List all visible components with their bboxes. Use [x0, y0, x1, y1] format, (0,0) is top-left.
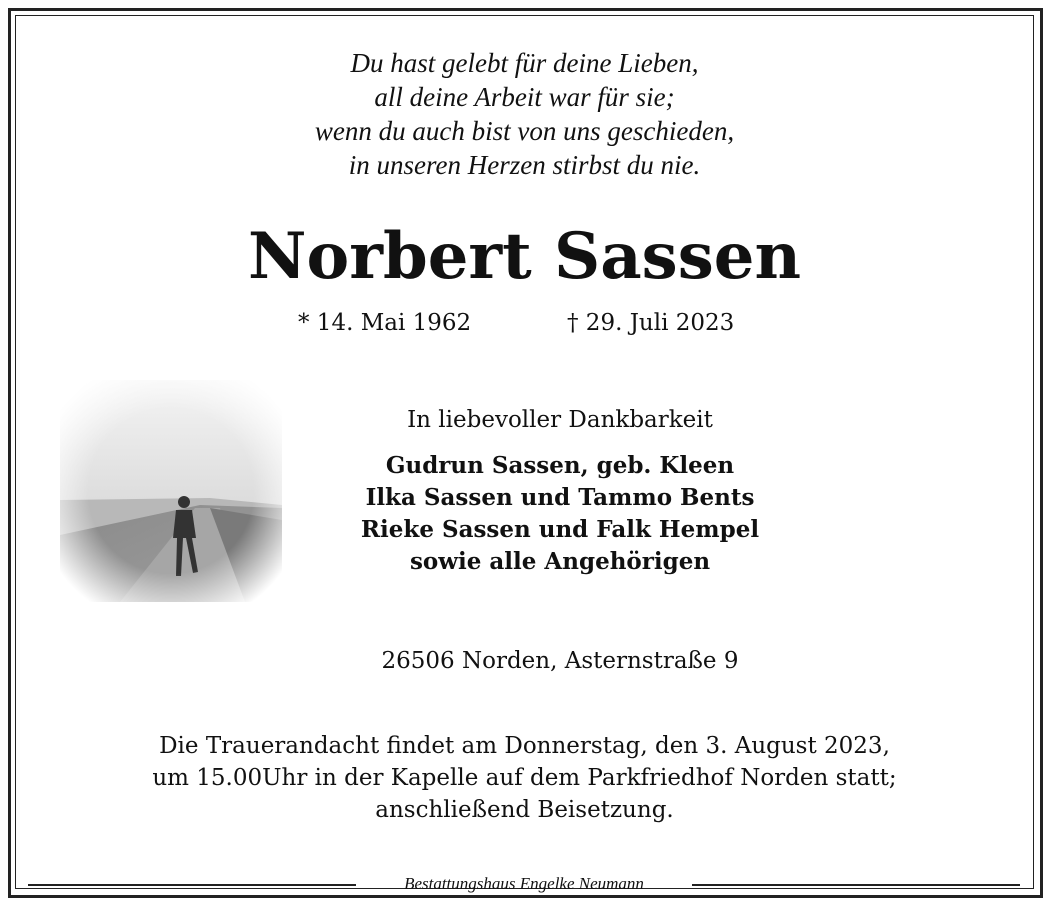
mourner-name: Ilka Sassen und Tammo Bents: [365, 484, 755, 511]
footer-rule-right: [692, 884, 1020, 886]
footer-rule-left: [28, 884, 356, 886]
person-walking-photo-icon: [60, 380, 282, 602]
service-info: [0, 730, 1049, 826]
poem-line: all deine Arbeit war für sie;: [374, 82, 675, 112]
mourner-name: Rieke Sassen und Falk Hempel: [360, 516, 760, 543]
poem: [0, 46, 1049, 182]
mourners-list: [300, 450, 820, 578]
service-line: Die Trauerandacht findet am Donnerstag, den 3. August 2023,: [159, 733, 890, 759]
poem-line: Du hast gelebt für deine Lieben,: [350, 48, 699, 78]
mourner-name: Gudrun Sassen, geb. Kleen: [385, 452, 735, 479]
poem-line: wenn du auch bist von uns geschieden,: [314, 116, 735, 146]
service-line: anschließend Beisetzung.: [375, 797, 674, 823]
memorial-photo: [60, 380, 282, 602]
funeral-home-credit: Bestattungshaus Engelke Neumann: [404, 874, 644, 893]
poem-line: in unseren Herzen stirbst du nie.: [348, 150, 701, 180]
service-line: um 15.00Uhr in der Kapelle auf dem Parkfriedhof Norden statt;: [152, 765, 897, 791]
birth-date: * 14. Mai 1962: [298, 310, 472, 336]
family-address: 26506 Norden, Asternstraße 9: [381, 648, 739, 674]
gratitude-line: In liebevoller Dankbarkeit: [407, 407, 713, 433]
death-date: † 29. Juli 2023: [567, 310, 735, 336]
deceased-name: Norbert Sassen: [248, 219, 801, 294]
mourner-name: sowie alle Angehörigen: [409, 548, 711, 575]
